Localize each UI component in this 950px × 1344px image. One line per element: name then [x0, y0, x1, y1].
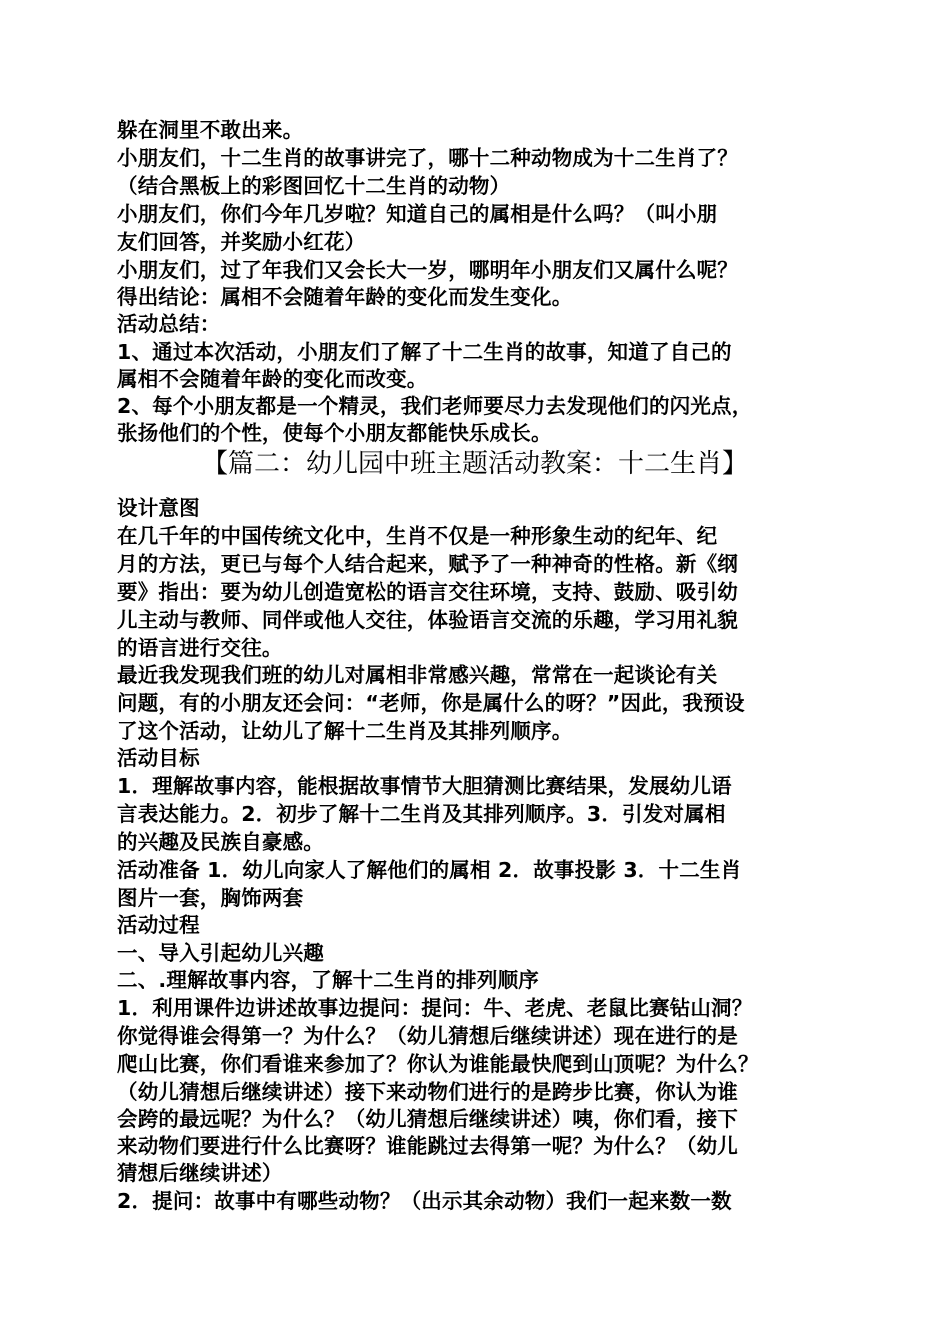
text-line: 一、导入引起幼儿兴趣: [117, 941, 324, 965]
text-line: 二、.理解故事内容，了解十二生肖的排列顺序: [117, 968, 539, 992]
text-line: 的语言进行交往。: [117, 636, 283, 660]
section-heading: 【篇二：幼儿园中班主题活动教案：十二生肖】: [201, 449, 748, 479]
text-line: 1．利用课件边讲述故事边提问：提问：牛、老虎、老鼠比赛钻山洞？: [117, 996, 753, 1020]
text-line: （幼儿猜想后继续讲述）接下来动物们进行的是跨步比赛，你认为谁: [117, 1080, 738, 1104]
text-line: 友们回答，并奖励小红花）: [117, 230, 366, 254]
text-line: 活动准备 1．幼儿向家人了解他们的属相 2．故事投影 3．十二生肖: [117, 858, 742, 882]
text-line: 2．提问：故事中有哪些动物？（出示其余动物）我们一起来数一数: [117, 1189, 732, 1213]
text-line: 猜想后继续讲述）: [117, 1161, 283, 1185]
text-line: 你觉得谁会得第一？为什么？（幼儿猜想后继续讲述）现在进行的是: [117, 1024, 738, 1048]
text-line: 的兴趣及民族自豪感。: [117, 830, 324, 854]
text-line: 最近我发现我们班的幼儿对属相非常感兴趣，常常在一起谈论有关: [117, 663, 718, 687]
text-line: 儿主动与教师、同伴或他人交往，体验语言交流的乐趣，学习用礼貌: [117, 608, 738, 632]
text-line: 言表达能力。2．初步了解十二生肖及其排列顺序。3．引发对属相: [117, 802, 726, 826]
subheading: 活动过程: [117, 913, 200, 937]
text-line: 2、每个小朋友都是一个精灵，我们老师要尽力去发现他们的闪光点，: [117, 394, 753, 418]
text-line: 1、通过本次活动，小朋友们了解了十二生肖的故事，知道了自己的: [117, 340, 732, 364]
text-line: 得出结论：属相不会随着年龄的变化而发生变化。: [117, 285, 573, 309]
subheading: 设计意图: [117, 496, 200, 520]
text-line: 躲在洞里不敢出来。: [117, 118, 304, 142]
text-line: 了这个活动，让幼儿了解十二生肖及其排列顺序。: [117, 719, 573, 743]
text-line: 爬山比赛，你们看谁来参加了？你认为谁能最快爬到山顶呢？为什么？: [117, 1052, 759, 1076]
text-line: 活动总结：: [117, 312, 221, 336]
text-line: 1．理解故事内容，能根据故事情节大胆猜测比赛结果，发展幼儿语: [117, 774, 732, 798]
text-line: 张扬他们的个性，使每个小朋友都能快乐成长。: [117, 421, 552, 445]
text-line: 问题，有的小朋友还会问：“老师，你是属什么的呀？”因此，我预设: [117, 691, 745, 715]
text-line: 小朋友们，十二生肖的故事讲完了，哪十二种动物成为十二生肖了？: [117, 146, 738, 170]
subheading: 活动目标: [117, 746, 200, 770]
text-line: （结合黑板上的彩图回忆十二生肖的动物）: [117, 174, 511, 198]
text-line: 图片一套，胸饰两套: [117, 886, 304, 910]
text-line: 在几千年的中国传统文化中，生肖不仅是一种形象生动的纪年、纪: [117, 524, 718, 548]
text-line: 小朋友们，你们今年几岁啦？知道自己的属相是什么吗？（叫小朋: [117, 202, 718, 226]
text-line: 月的方法，更已与每个人结合起来，赋予了一种神奇的性格。新《纲: [117, 552, 738, 576]
text-line: 属相不会随着年龄的变化而改变。: [117, 367, 428, 391]
text-line: 来动物们要进行什么比赛呀？谁能跳过去得第一呢？为什么？（幼儿: [117, 1134, 738, 1158]
text-line: 要》指出：要为幼儿创造宽松的语言交往环境，支持、鼓励、吸引幼: [117, 580, 738, 604]
text-line: 会跨的最远呢？为什么？（幼儿猜想后继续讲述）咦，你们看，接下: [117, 1107, 738, 1131]
text-line: 小朋友们，过了年我们又会长大一岁，哪明年小朋友们又属什么呢？: [117, 258, 738, 282]
